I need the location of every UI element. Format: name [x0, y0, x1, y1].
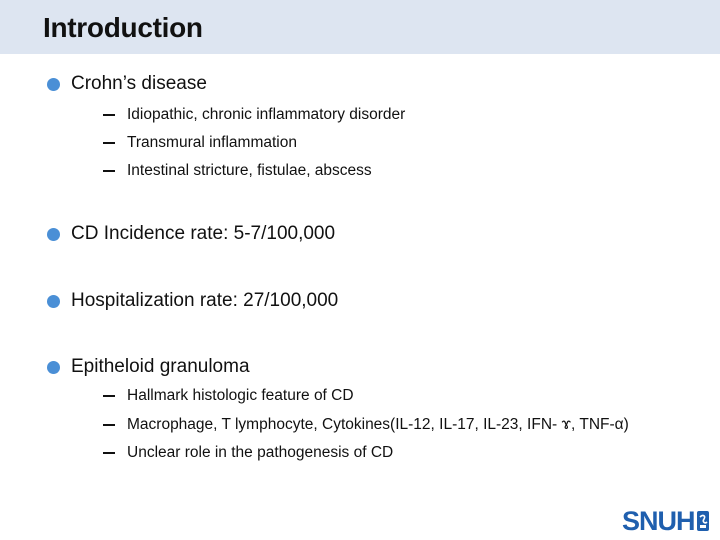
logo-emblem-icon [696, 508, 710, 534]
bullet-text: Crohn’s disease [71, 73, 207, 94]
bullet-incidence-rate [47, 223, 335, 245]
page-title: Introduction [43, 12, 203, 43]
sub-item-text: Transmural inflammation [127, 134, 297, 151]
logo-text: SNUH [622, 506, 695, 536]
bullet-dot-icon [47, 361, 60, 374]
dash-icon [103, 142, 115, 144]
sub-item [103, 416, 629, 434]
dash-icon [103, 395, 115, 397]
sub-item-text: Intestinal stricture, fistulae, abscess [127, 162, 372, 179]
dash-icon [103, 452, 115, 454]
sub-item [103, 444, 393, 462]
sub-item [103, 162, 372, 180]
bullet-text: Epitheloid granuloma [71, 356, 250, 377]
dash-icon [103, 170, 115, 172]
sub-item-text: Hallmark histologic feature of CD [127, 387, 354, 404]
dash-icon [103, 424, 115, 426]
bullet-text: CD Incidence rate: 5-7/100,000 [71, 223, 336, 244]
bullet-dot-icon [47, 78, 60, 91]
bullet-epitheloid-granuloma [47, 356, 250, 378]
sub-item-text: Idiopathic, chronic inflammatory disorder [127, 106, 406, 123]
snuh-logo [622, 506, 710, 536]
bullet-dot-icon [47, 228, 60, 241]
dash-icon [103, 114, 115, 116]
bullet-dot-icon [47, 295, 60, 308]
sub-item-text: Macrophage, T lymphocyte, Cytokines(IL-12, IL-17, IL-23, IFN- ɤ, TNF-α) [127, 416, 629, 433]
sub-item-text: Unclear role in the pathogenesis of CD [127, 444, 394, 461]
sub-item [103, 106, 405, 124]
bullet-text: Hospitalization rate: 27/100,000 [71, 290, 339, 311]
sub-item [103, 387, 354, 405]
sub-item [103, 134, 297, 152]
bullet-hospitalization-rate [47, 290, 338, 312]
bullet-crohns-disease [47, 73, 207, 95]
